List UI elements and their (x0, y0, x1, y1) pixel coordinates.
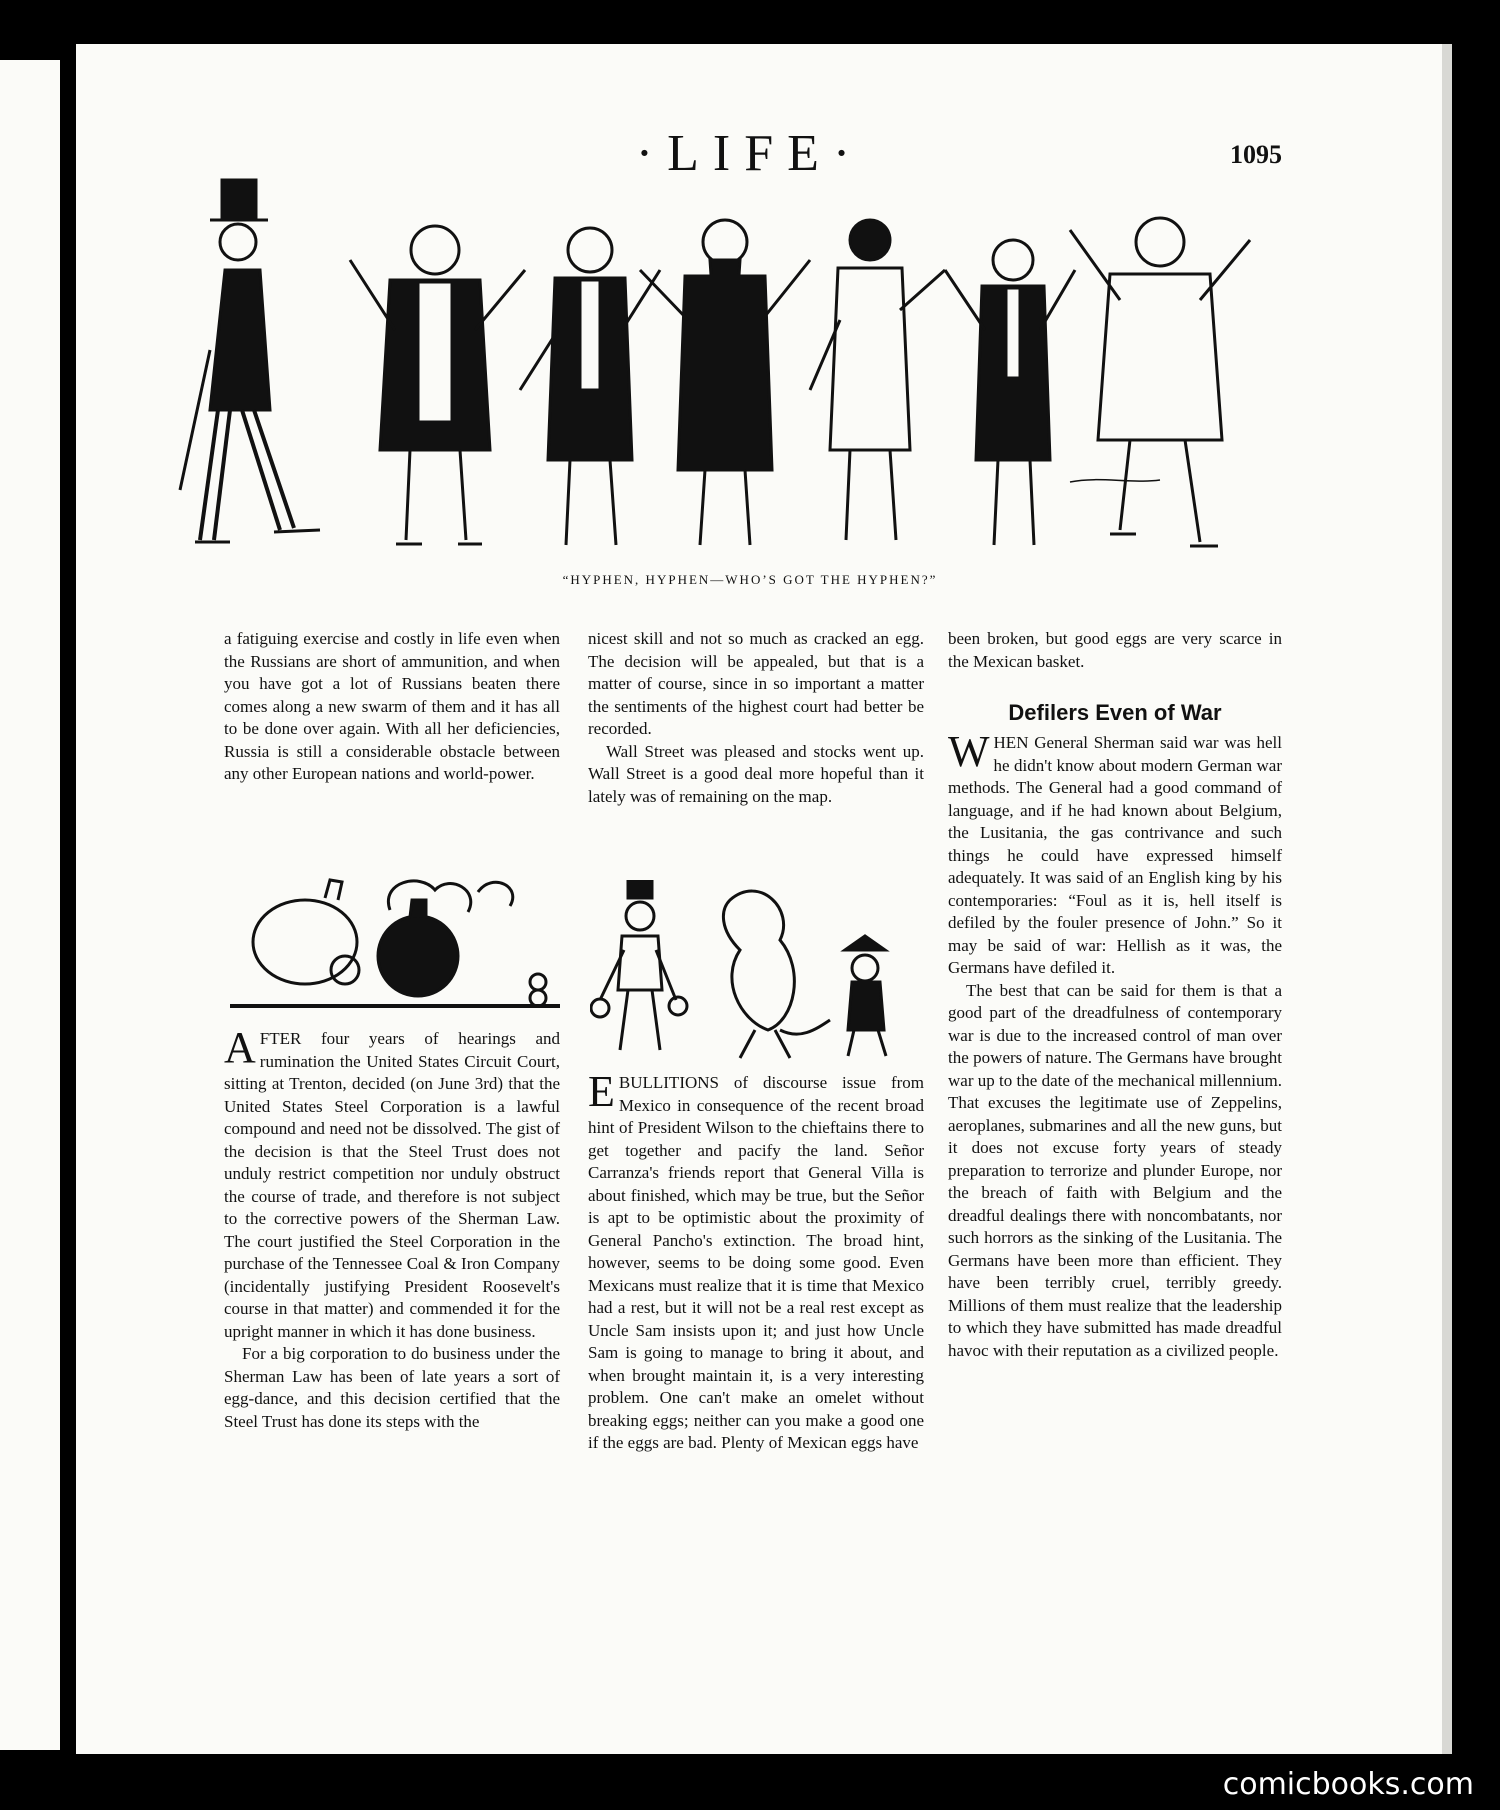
bowtie-man-figure (520, 228, 660, 545)
young-man-figure (945, 240, 1075, 545)
mexico-paragraph-text: BULLITIONS of discourse issue from Mexico in consequence of the recent broad hint of President Wilson to the chieftains there to get together and pacify the land. Señor Carranza's friends report that General Villa is about finished, which may be true, but the Señor is apt to be optimistic about the proximity of General Pancho's extinction. The broad hint, however, seems to be doing some good. Even Mexicans must realize that it is time that Mexico had a rest, but it will not be a real rest except as Uncle Sam insists upon it; and just how Uncle Sam is going to manage to bring it about, and when brought maintain it, is a very interesting problem. One can't make an omelet without breaking eggs; neither can you make a good one if the eggs are bad. Plenty of Mexican eggs have (588, 1073, 924, 1452)
column-2-mexico-article (588, 1067, 924, 1455)
steel-paragraph-text: FTER four years of hearings and rumination the United States Circuit Court, sitting at Trenton, decided (on June 3rd) that the United States Steel Corporation is a lawful compound and need not be dissolved. The gist of the decision is that the Steel Trust does not unduly restrict competition nor unduly obstruct the course of trade, and therefore is not subject to the corrective powers of the Sherman Law. The court justified the Steel Corporation in the purchase of the Tennessee Coal & Iron Company (incidentally justifying President Roosevelt's course in that matter) and commended it for the upright manner in which it has done business. (224, 1029, 560, 1341)
hyphen-cartoon-illustration (170, 150, 1400, 560)
stout-man-figure (350, 226, 525, 544)
cartoon-caption: “HYPHEN, HYPHEN—WHO’S GOT THE HYPHEN?” (562, 572, 938, 587)
sherman-paragraph-text: HEN General Sherman said war was hell he didn't know about modern German war methods. The General had a good command of language, and if he had known about Belgium, the Lusitania, the gas contrivance and such things he could have expressed himself adequately. It was said of an English king by his contemporaries: “Foul as it is, hell itself is defiled by the fouler presence of John.” So it may be said of war: Hellish as it was, the Germans have defiled it. (948, 733, 1282, 977)
uncle-sam-figure (180, 180, 320, 542)
portly-man-figure (1070, 218, 1250, 546)
masthead-title: ·LIFE· (635, 125, 865, 182)
page-edge-shadow (1442, 44, 1452, 1754)
steel-decision-paragraph (224, 1023, 560, 1343)
steel-dropcap: A (224, 1023, 256, 1072)
bearded-man-figure (640, 220, 810, 545)
site-watermark: comicbooks.com (1222, 1767, 1474, 1802)
mexican-eggs-paragraph: been broken, but good eggs are very scarce in the Mexican basket. (948, 629, 1282, 671)
war-dropcap: W (948, 727, 990, 776)
wall-street-paragraph: Wall Street was pleased and stocks went up. Wall Street is a good deal more hopeful than it lately was of remaining on the map. (588, 741, 924, 806)
decision-appeal-paragraph: nicest skill and not so much as cracked an egg. The decision will be appealed, but that is a matter of course, since in so important a matter the sentiments of the highest court had better be recorded. (588, 629, 924, 738)
column-1-top (224, 628, 560, 786)
column-3-top (948, 628, 1282, 673)
germans-paragraph: The best that can be said for them is that a good part of the dreadfulness of contemporary war is due to the increased control of man over the powers of nature. The Germans have brought war up to the date of the mechanical millennium. That excuses the legitimate use of Zeppelins, aeroplanes, submarines and all the new guns, but it does not excuse forty years of steady preparation to terrorize and plunder Europe, nor the breach of faith with Belgium and the dreadful dealings there with noncombatants, nor such horrors as the sinking of the Lusitania. The Germans have been more than efficient. They have been terribly cruel, terribly greedy. Millions of them must realize that the leadership to which they have submitted has made dreadful havoc with their reputation as a civilized people. (948, 980, 1282, 1360)
page-number: 1095 (1230, 140, 1282, 169)
russia-paragraph: a fatiguing exercise and costly in life even when the Russians are short of ammunition, and when you have got a lot of Russians beaten there comes along a new swarm of them and it has all to be done over again. With all her deficiencies, Russia is still a considerable obstacle between any other European nations and world-power. (224, 629, 560, 783)
column-1-steel-article (224, 1023, 560, 1433)
facing-page-edge (0, 60, 60, 1750)
column-2-top (588, 628, 924, 808)
sherman-paragraph (948, 727, 1282, 980)
egg-trust-spot-illustration (230, 872, 560, 1010)
mexico-spot-illustration (590, 880, 930, 1060)
mexico-paragraph (588, 1067, 924, 1455)
defilers-headline: Defilers Even of War (1008, 700, 1222, 725)
column-3-war-article (948, 727, 1282, 1362)
egg-dance-paragraph: For a big corporation to do business under the Sherman Law has been of late years a sort of egg-dance, and this decision certified that the Steel Trust has done its steps with the (224, 1344, 560, 1431)
mexico-dropcap: E (588, 1067, 615, 1116)
white-suit-figure (810, 220, 945, 540)
